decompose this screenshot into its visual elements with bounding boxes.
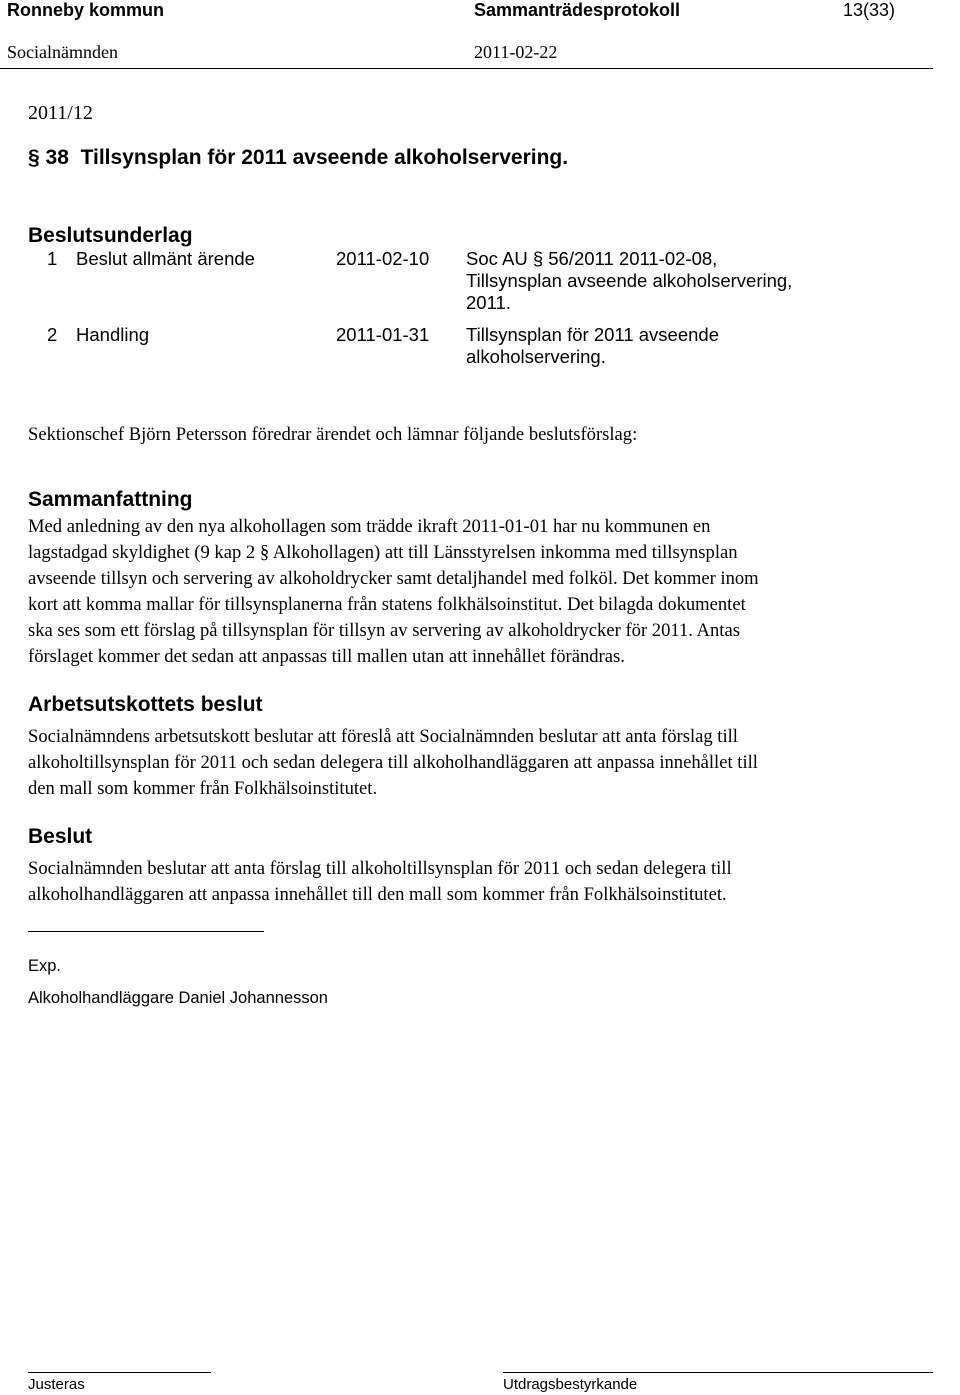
basis-item-1-desc-line: Tillsynsplan avseende alkoholservering,: [466, 270, 793, 291]
committee-decision-line: Socialnämndens arbetsutskott beslutar att föreslå att Socialnämnden beslutar att anta förslag till: [28, 726, 738, 747]
dispatch-label: Exp.: [28, 957, 62, 975]
footer-utdragsbestyrkande: Utdragsbestyrkande: [503, 1376, 638, 1393]
basis-item-1-description: [466, 248, 792, 314]
paragraph-number: 38: [45, 146, 69, 169]
decision-line: alkoholhandläggaren att anpassa innehållet till den mall som kommer från Folkhälsoinstitutet.: [28, 884, 727, 905]
summary-heading: Sammanfattning: [28, 488, 193, 511]
basis-item-1-type: Beslut allmänt ärende: [76, 248, 255, 269]
section-sign: §: [28, 146, 40, 169]
footer-divider-right: [503, 1372, 933, 1373]
basis-item-1-desc-line: Soc AU § 56/2011 2011-02-08,: [466, 248, 718, 269]
summary-line: avseende tillsyn och servering av alkoholdrycker samt detaljhandel med folköl. Det kommer inom: [28, 568, 759, 589]
basis-item-1-date: 2011-02-10: [336, 248, 430, 269]
summary-line: lagstadgad skyldighet (9 kap 2 § Alkohollagen) att till Länsstyrelsen inkomma med tillsynsplan: [28, 542, 738, 563]
summary-line: kort att komma mallar för tillsynsplanerna från statens folkhälsoinstitut. Det bilagda dokumentet: [28, 594, 746, 615]
footer-justeras: Justeras: [28, 1376, 85, 1393]
footer-divider-left: [28, 1372, 211, 1373]
summary-line: förslaget kommer det sedan att anpassas till mallen utan att innehållet förändras.: [28, 646, 625, 667]
decision-text: [28, 856, 928, 908]
committee-decision-heading: Arbetsutskottets beslut: [28, 693, 263, 716]
signature-divider: [28, 931, 264, 932]
basis-item-2-date: 2011-01-31: [336, 324, 430, 345]
decision-line: Socialnämnden beslutar att anta förslag till alkoholtillsynsplan för 2011 och sedan delegera till: [28, 858, 732, 879]
page-number: 13(33): [843, 0, 896, 20]
summary-text: [28, 514, 928, 670]
meeting-date: 2011-02-22: [474, 42, 558, 62]
basis-heading: Beslutsunderlag: [28, 224, 193, 247]
basis-item-1-desc-line: 2011.: [466, 292, 511, 313]
committee-decision-line: alkoholtillsynsplan för 2011 och sedan delegera till alkoholhandläggaren att anpassa innehållet till: [28, 752, 758, 773]
summary-line: ska ses som ett förslag på tillsynsplan för tillsyn av servering av alkoholdrycker för 2011. Antas: [28, 620, 740, 641]
board-name: Socialnämnden: [7, 42, 118, 62]
municipality-name: Ronneby kommun: [7, 0, 165, 20]
basis-item-2-type: Handling: [76, 324, 150, 345]
decision-heading: Beslut: [28, 825, 93, 848]
basis-item-2-description: [466, 324, 719, 368]
case-number: 2011/12: [28, 102, 93, 124]
paragraph-title: Tillsynsplan för 2011 avseende alkoholservering.: [80, 146, 569, 169]
dispatch-recipient: Alkoholhandläggare Daniel Johannesson: [28, 989, 328, 1007]
summary-line: Med anledning av den nya alkohollagen som trädde ikraft 2011-01-01 har nu kommunen en: [28, 516, 711, 537]
paragraph-title-row: [28, 146, 568, 170]
basis-item-2-desc-line: Tillsynsplan för 2011 avseende: [466, 324, 719, 345]
committee-decision-text: [28, 724, 928, 802]
basis-item-2-number: 2: [47, 324, 58, 345]
basis-item-2-desc-line: alkoholservering.: [466, 346, 606, 367]
header-divider: [0, 68, 933, 69]
document-type: Sammanträdesprotokoll: [474, 0, 681, 20]
presenter-statement: Sektionschef Björn Petersson föredrar ärendet och lämnar följande beslutsförslag:: [28, 424, 638, 445]
basis-item-1-number: 1: [47, 248, 58, 269]
committee-decision-line: den mall som kommer från Folkhälsoinstitutet.: [28, 778, 378, 799]
